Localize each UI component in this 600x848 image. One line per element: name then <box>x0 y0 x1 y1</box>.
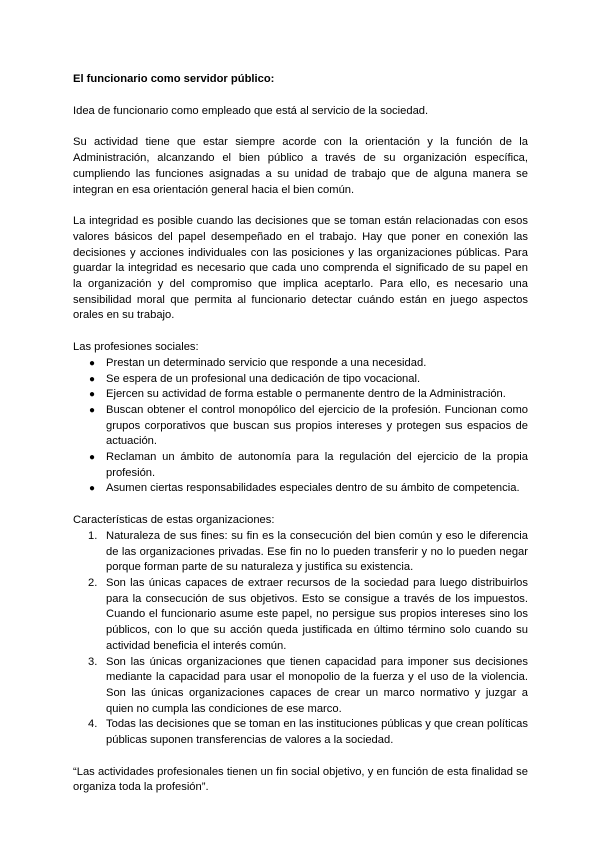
list-item: ● Asumen ciertas responsabilidades especiales dentro de su ámbito de competencia. <box>73 481 528 497</box>
item-number: 3. <box>88 655 98 668</box>
closing-quote: “Las actividades profesionales tienen un fin social objetivo, y en función de esta finalidad se organiza toda la profesión”. <box>73 765 528 794</box>
characteristics-heading: Características de estas organizaciones: <box>73 514 275 527</box>
intro-paragraph: Idea de funcionario como empleado que está al servicio de la sociedad. <box>73 104 429 117</box>
list-item: 3. Son las únicas organizaciones que tienen capacidad para imponer sus decisiones mediante la capacidad para usar el monopolio de la fuerza y el uso de la violencia. Son las únicas organizaciones capaces de crear un marco normativo y juzgar a quien no cumpla las condiciones de ese marco. <box>88 655 528 715</box>
bullet-icon: ● <box>89 357 96 369</box>
list-item: ● Prestan un determinado servicio que responde a una necesidad. <box>73 356 528 372</box>
list-item: ● Reclaman un ámbito de autonomía para la regulación del ejercicio de la propia profesión. <box>89 451 528 479</box>
item-number: 2. <box>88 576 98 589</box>
bullet-icon: ● <box>89 373 96 385</box>
item-number: 4. <box>88 718 98 731</box>
bullet-icon: ● <box>89 483 96 495</box>
characteristics-list <box>73 529 528 749</box>
document-title: El funcionario como servidor público: <box>73 73 275 85</box>
list-item: 4. Todas las decisiones que se toman en las instituciones públicas y que crean políticas públicas suponen transferencias de valores a la sociedad. <box>88 718 528 747</box>
bullet-icon: ● <box>89 404 96 416</box>
professions-list <box>73 356 528 497</box>
professions-heading: Las profesiones sociales: <box>73 341 199 354</box>
list-item: 1. Naturaleza de sus fines: su fin es la consecución del bien común y eso le diferencia de las organizaciones privadas. Ese fin no lo pueden transferir y no lo pueden negar porque forman parte de su naturaleza y justifica su existencia. <box>88 529 528 574</box>
body-paragraph-2: La integridad es posible cuando las decisiones que se toman están relacionadas con esos valores básicos del papel desempeñado en el trabajo. Hay que poner en conexión las decisiones y acciones individuales con las posiciones y las organizaciones públicas. Para guardar la integridad es necesario que cada uno comprenda el significado de su papel en la organización y del compromiso que implica aceptarlo. Para ello, es necesario una sensibilidad moral que permita al funcionario detectar cuándo están en juego aspectos orales en su trabajo. <box>73 215 528 322</box>
bullet-icon: ● <box>89 389 96 401</box>
bullet-icon: ● <box>89 452 96 464</box>
list-item: ● Buscan obtener el control monopólico del ejercicio de la profesión. Funcionan como grupos corporativos que buscan sus propios intereses y protegen sus espacios de actuación. <box>89 403 528 448</box>
body-paragraph-1: Su actividad tiene que estar siempre acorde con la orientación y la función de la Administración, alcanzando el bien público a través de su organización específica, cumpliendo las funciones asignadas a su unidad de trabajo que de alguna manera se integran en esa orientación general hacia el bien común. <box>73 136 528 196</box>
list-item: ● Se espera de un profesional una dedicación de tipo vocacional. <box>73 372 528 388</box>
list-item: 2. Son las únicas capaces de extraer recursos de la sociedad para luego distribuirlos para la consecución de sus objetivos. Esto se consigue a través de los impuestos. Cuando el funcionario asume este papel, no persigue sus propios intereses sino los públicos, con lo que su acción queda justificada en último término solo cuando su actividad beneficia el interés común. <box>88 576 528 652</box>
item-number: 1. <box>88 529 98 542</box>
list-item: ● Ejercen su actividad de forma estable o permanente dentro de la Administración. <box>73 387 528 403</box>
